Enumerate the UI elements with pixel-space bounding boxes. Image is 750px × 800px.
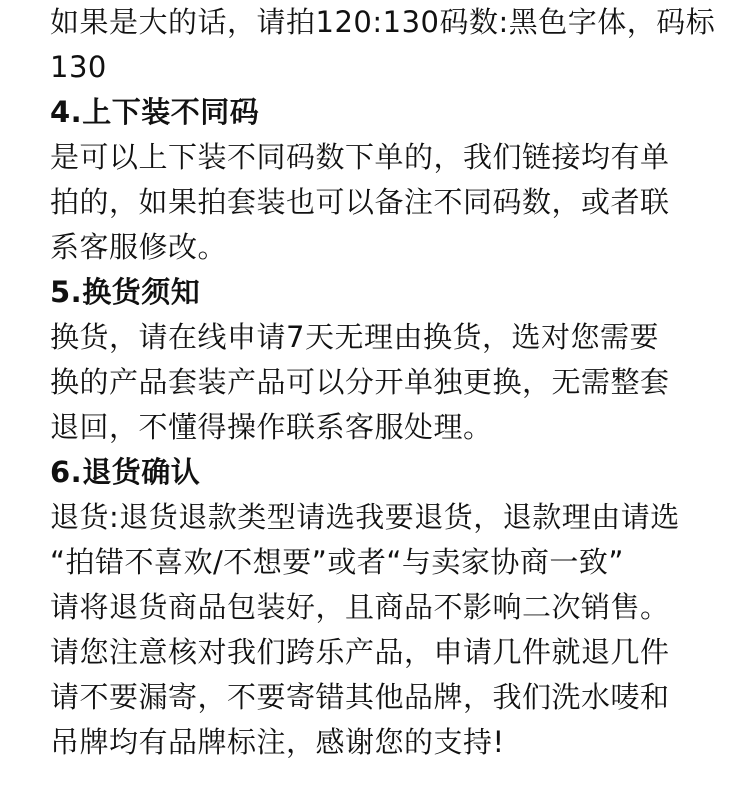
section-heading-6: 6.退货确认 — [50, 455, 201, 489]
paragraph-line: 如果是大的话，请拍120:130码数:黑色字体，码标 — [50, 5, 716, 39]
paragraph-line: 换的产品套装产品可以分开单独更换，无需整套 — [50, 365, 670, 399]
paragraph-line: “拍错不喜欢/不想要”或者“与卖家协商一致” — [50, 545, 624, 579]
paragraph-line: 请您注意核对我们跨乐产品，申请几件就退几件 — [50, 635, 670, 669]
paragraph-line: 系客服修改。 — [50, 230, 228, 264]
paragraph-line: 拍的，如果拍套装也可以备注不同码数，或者联 — [50, 185, 670, 219]
paragraph-line: 换货，请在线申请7天无理由换货，选对您需要 — [50, 320, 659, 354]
paragraph-line: 吊牌均有品牌标注，感谢您的支持! — [50, 725, 505, 759]
paragraph-line: 是可以上下装不同码数下单的，我们链接均有单 — [50, 140, 670, 174]
paragraph-line: 退货:退货退款类型请选我要退货，退款理由请选 — [50, 500, 680, 534]
section-heading-5: 5.换货须知 — [50, 275, 201, 309]
section-heading-4: 4.上下装不同码 — [50, 95, 260, 129]
paragraph-line: 退回，不懂得操作联系客服处理。 — [50, 410, 493, 444]
paragraph-line: 请不要漏寄，不要寄错其他品牌，我们洗水唛和 — [50, 680, 670, 714]
paragraph-line: 请将退货商品包装好，且商品不影响二次销售。 — [50, 590, 670, 624]
paragraph-line: 130 — [50, 50, 107, 84]
